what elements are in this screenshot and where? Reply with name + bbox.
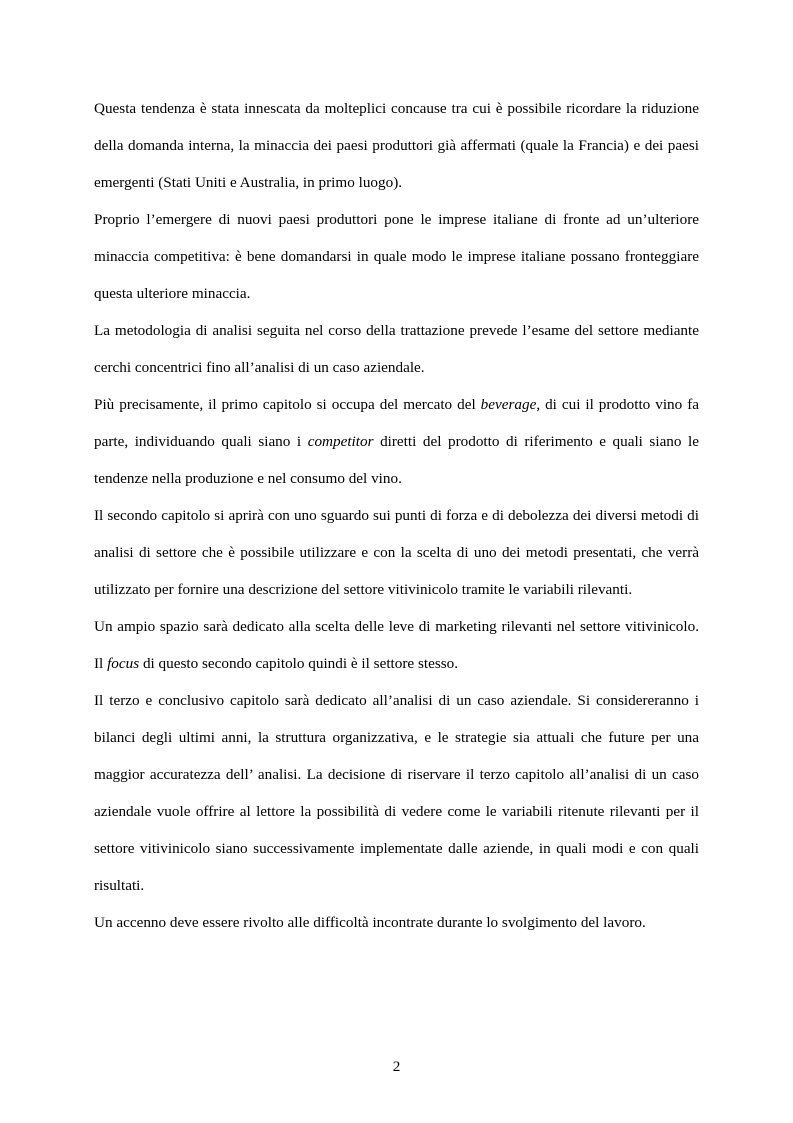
paragraph-text: La metodologia di analisi seguita nel corso della trattazione prevede l’esame del settore mediante cerchi concentrici fino all’analisi di un caso aziendale. (94, 322, 699, 376)
paragraph-text: Questa tendenza è stata innescata da molteplici concause tra cui è possibile ricordare la riduzione della domanda interna, la minaccia dei paesi produttori già affermati (quale la Francia) e dei paesi emergenti (Stati Uniti e Australia, in primo luogo). (94, 100, 699, 191)
paragraph-text: Il terzo e conclusivo capitolo sarà dedicato all’analisi di un caso aziendale. Si considereranno i bilanci degli ultimi anni, la struttura organizzativa, e le strategie sia attuali che future per una maggior accuratezza dell’ analisi. La decisione di riservare il terzo capitolo all’analisi di un caso aziendale vuole offrire al lettore la possibilità di vedere come le variabili ritenute rilevanti per il settore vitivinicolo siano successivamente implementate dalle aziende, in quali modi e con quali risultati. (94, 692, 699, 894)
paragraph-7 (94, 682, 699, 904)
paragraph-text: di questo secondo capitolo quindi è il settore stesso. (139, 655, 459, 672)
paragraph-text: Un ampio spazio sarà dedicato alla scelta delle leve di marketing rilevanti nel settore vitivinicolo. Il (94, 618, 699, 672)
paragraph-1 (94, 90, 699, 201)
paragraph-6 (94, 608, 699, 682)
italic-term-beverage: beverage (480, 396, 537, 413)
italic-term-focus: focus (107, 655, 140, 672)
paragraph-text: Il secondo capitolo si aprirà con uno sguardo sui punti di forza e di debolezza dei diversi metodi di analisi di settore che è possibile utilizzare e con la scelta di uno dei metodi presentati, che verrà utilizzato per fornire una descrizione del settore vitivinicolo tramite le variabili rilevanti. (94, 507, 699, 598)
paragraph-text: , di cui il prodotto vino fa parte, individuando quali siano i (94, 396, 699, 450)
italic-term-competitor: competitor (307, 433, 374, 450)
paragraph-2 (94, 201, 699, 312)
paragraph-4 (94, 386, 699, 497)
paragraph-text: diretti del prodotto di riferimento e quali siano le tendenze nella produzione e nel consumo del vino. (94, 433, 700, 487)
page-number: 2 (392, 1058, 401, 1075)
paragraph-text: Più precisamente, il primo capitolo si occupa del mercato del (94, 396, 481, 413)
paragraph-3 (94, 312, 699, 386)
paragraph-text: Un accenno deve essere rivolto alle difficoltà incontrate durante lo svolgimento del lavoro. (94, 914, 646, 931)
paragraph-5 (94, 497, 699, 608)
text-body (94, 90, 699, 941)
paragraph-8 (94, 904, 699, 941)
paragraph-text: Proprio l’emergere di nuovi paesi produttori pone le imprese italiane di fronte ad un’ulteriore minaccia competitiva: è bene domandarsi in quale modo le imprese italiane possano fronteggiare questa ulteriore minaccia. (94, 211, 699, 302)
